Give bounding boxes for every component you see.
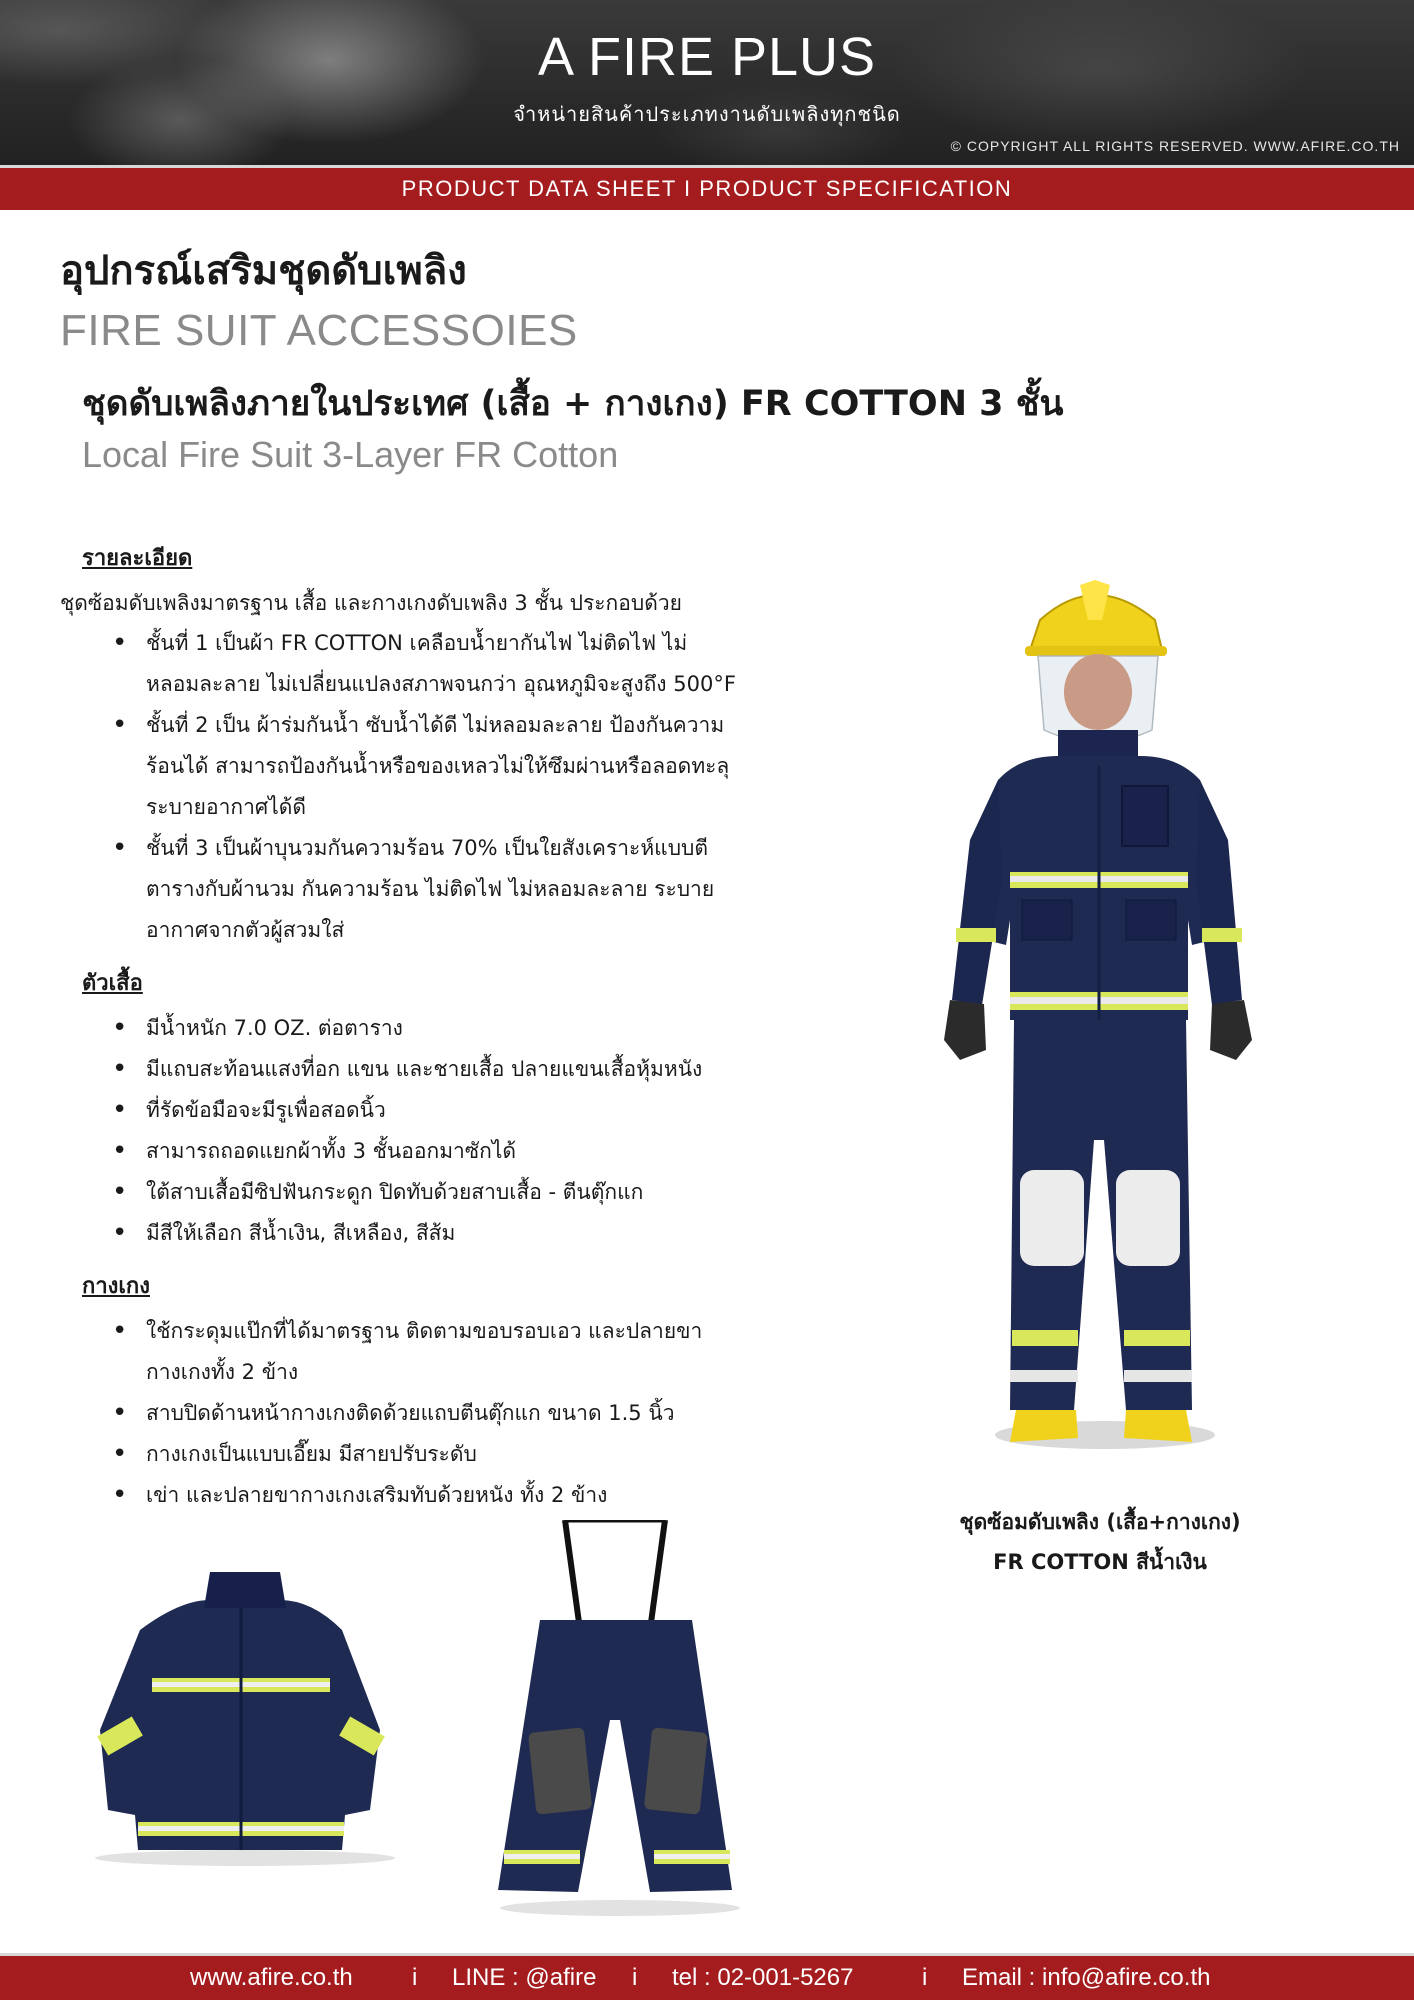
- brand-tagline: จำหน่ายสินค้าประเภทงานดับเพลิงทุกชนิด: [513, 102, 901, 126]
- page-header: [0, 0, 1414, 165]
- product-title-en: Local Fire Suit 3-Layer FR Cotton: [82, 434, 619, 475]
- pants-photo: [470, 1520, 760, 1920]
- footer-email[interactable]: Email : info@afire.co.th: [962, 1964, 1211, 1991]
- list-item: • สาบปิดด้านหน้ากางเกงติดด้วยแถบตีนตุ๊กแก ขนาด 1.5 นิ้ว: [112, 1393, 820, 1434]
- copyright-notice: © COPYRIGHT ALL RIGHTS RESERVED. WWW.AFIRE.CO.TH: [950, 138, 1400, 154]
- details-list: [112, 623, 820, 951]
- list-item: • ชั้นที่ 1 เป็นผ้า FR COTTON เคลือบน้ำยากันไฟ ไม่ติดไฟ ไม่ หลอมละลาย ไม่เปลี่ยนแปลงสภาพจนกว่า อุณหภูมิจะสูงถึง 500°F: [112, 623, 820, 705]
- photo-caption-line1: ชุดซ้อมดับเพลิง (เสื้อ+กางเกง): [959, 1510, 1241, 1534]
- jacket-heading: ตัวเสื้อ: [82, 971, 143, 996]
- list-item: • สามารถถอดแยกผ้าทั้ง 3 ชั้นออกมาซักได้: [112, 1131, 820, 1172]
- list-item: • ที่รัดข้อมือจะมีรูเพื่อสอดนิ้ว: [112, 1090, 820, 1131]
- jacket-photo: [80, 1560, 400, 1870]
- list-item: • ชั้นที่ 2 เป็น ผ้าร่มกันน้ำ ซับน้ำได้ดี ไม่หลอมละลาย ป้องกันความ ร้อนได้ สามารถป้องกันน้ำหรือของเหลวไม่ให้ซึมผ่านหรือลอดทะลุ ระบายอากาศได้ดี: [112, 705, 820, 828]
- data-sheet-band: PRODUCT DATA SHEET I PRODUCT SPECIFICATION: [0, 165, 1414, 210]
- details-heading: รายละเอียด: [82, 546, 193, 571]
- category-title-en: FIRE SUIT ACCESSOIES: [60, 306, 578, 355]
- jacket-list: [112, 1008, 820, 1254]
- list-item: • มีแถบสะท้อนแสงที่อก แขน และชายเสื้อ ปลายแขนเสื้อหุ้มหนัง: [112, 1049, 820, 1090]
- details-intro: ชุดซ้อมดับเพลิงมาตรฐาน เสื้อ และกางเกงดับเพลิง 3 ชั้น ประกอบด้วย: [60, 591, 682, 615]
- page-footer: [0, 1953, 1414, 2000]
- list-item: • ชั้นที่ 3 เป็นผ้าบุนวมกันความร้อน 70% เป็นใยสังเคราะห์แบบตี ตารางกับผ้านวม กันความร้อน ไม่ติดไฟ ไม่หลอมละลาย ระบาย อากาศจากตัวผู้สวมใส่: [112, 828, 820, 951]
- fire-suit-full-photo: [930, 580, 1260, 1510]
- photo-caption-line2: FR COTTON สีน้ำเงิน: [993, 1550, 1207, 1574]
- pants-list: [112, 1311, 820, 1516]
- list-item: • กางเกงเป็นแบบเอี๊ยม มีสายปรับระดับ: [112, 1434, 820, 1475]
- spec-content: [60, 540, 820, 1516]
- list-item: • ใต้สาบเสื้อมีซิปฟันกระดูก ปิดทับด้วยสาบเสื้อ - ตีนตุ๊กแก: [112, 1172, 820, 1213]
- list-item: • มีน้ำหนัก 7.0 OZ. ต่อตาราง: [112, 1008, 820, 1049]
- footer-website[interactable]: www.afire.co.th: [190, 1964, 353, 1991]
- footer-separator: i: [922, 1964, 928, 1991]
- footer-line[interactable]: LINE : @afire: [452, 1964, 597, 1991]
- product-title-th: ชุดดับเพลิงภายในประเทศ (เสื้อ + กางเกง) FR COTTON 3 ชั้น: [82, 384, 1064, 424]
- list-item: • เข่า และปลายขากางเกงเสริมทับด้วยหนัง ทั้ง 2 ข้าง: [112, 1475, 820, 1516]
- pants-heading: กางเกง: [82, 1274, 150, 1299]
- category-title-th: อุปกรณ์เสริมชุดดับเพลิง: [60, 248, 467, 294]
- footer-tel[interactable]: tel : 02-001-5267: [672, 1964, 854, 1991]
- list-item: • มีสีให้เลือก สีน้ำเงิน, สีเหลือง, สีส้ม: [112, 1213, 820, 1254]
- brand-title: A FIRE PLUS: [537, 27, 877, 87]
- footer-separator: i: [412, 1964, 418, 1991]
- list-item: • ใช้กระดุมแป๊กที่ได้มาตรฐาน ติดตามขอบรอบเอว และปลายขา กางเกงทั้ง 2 ข้าง: [112, 1311, 820, 1393]
- footer-separator: i: [632, 1964, 638, 1991]
